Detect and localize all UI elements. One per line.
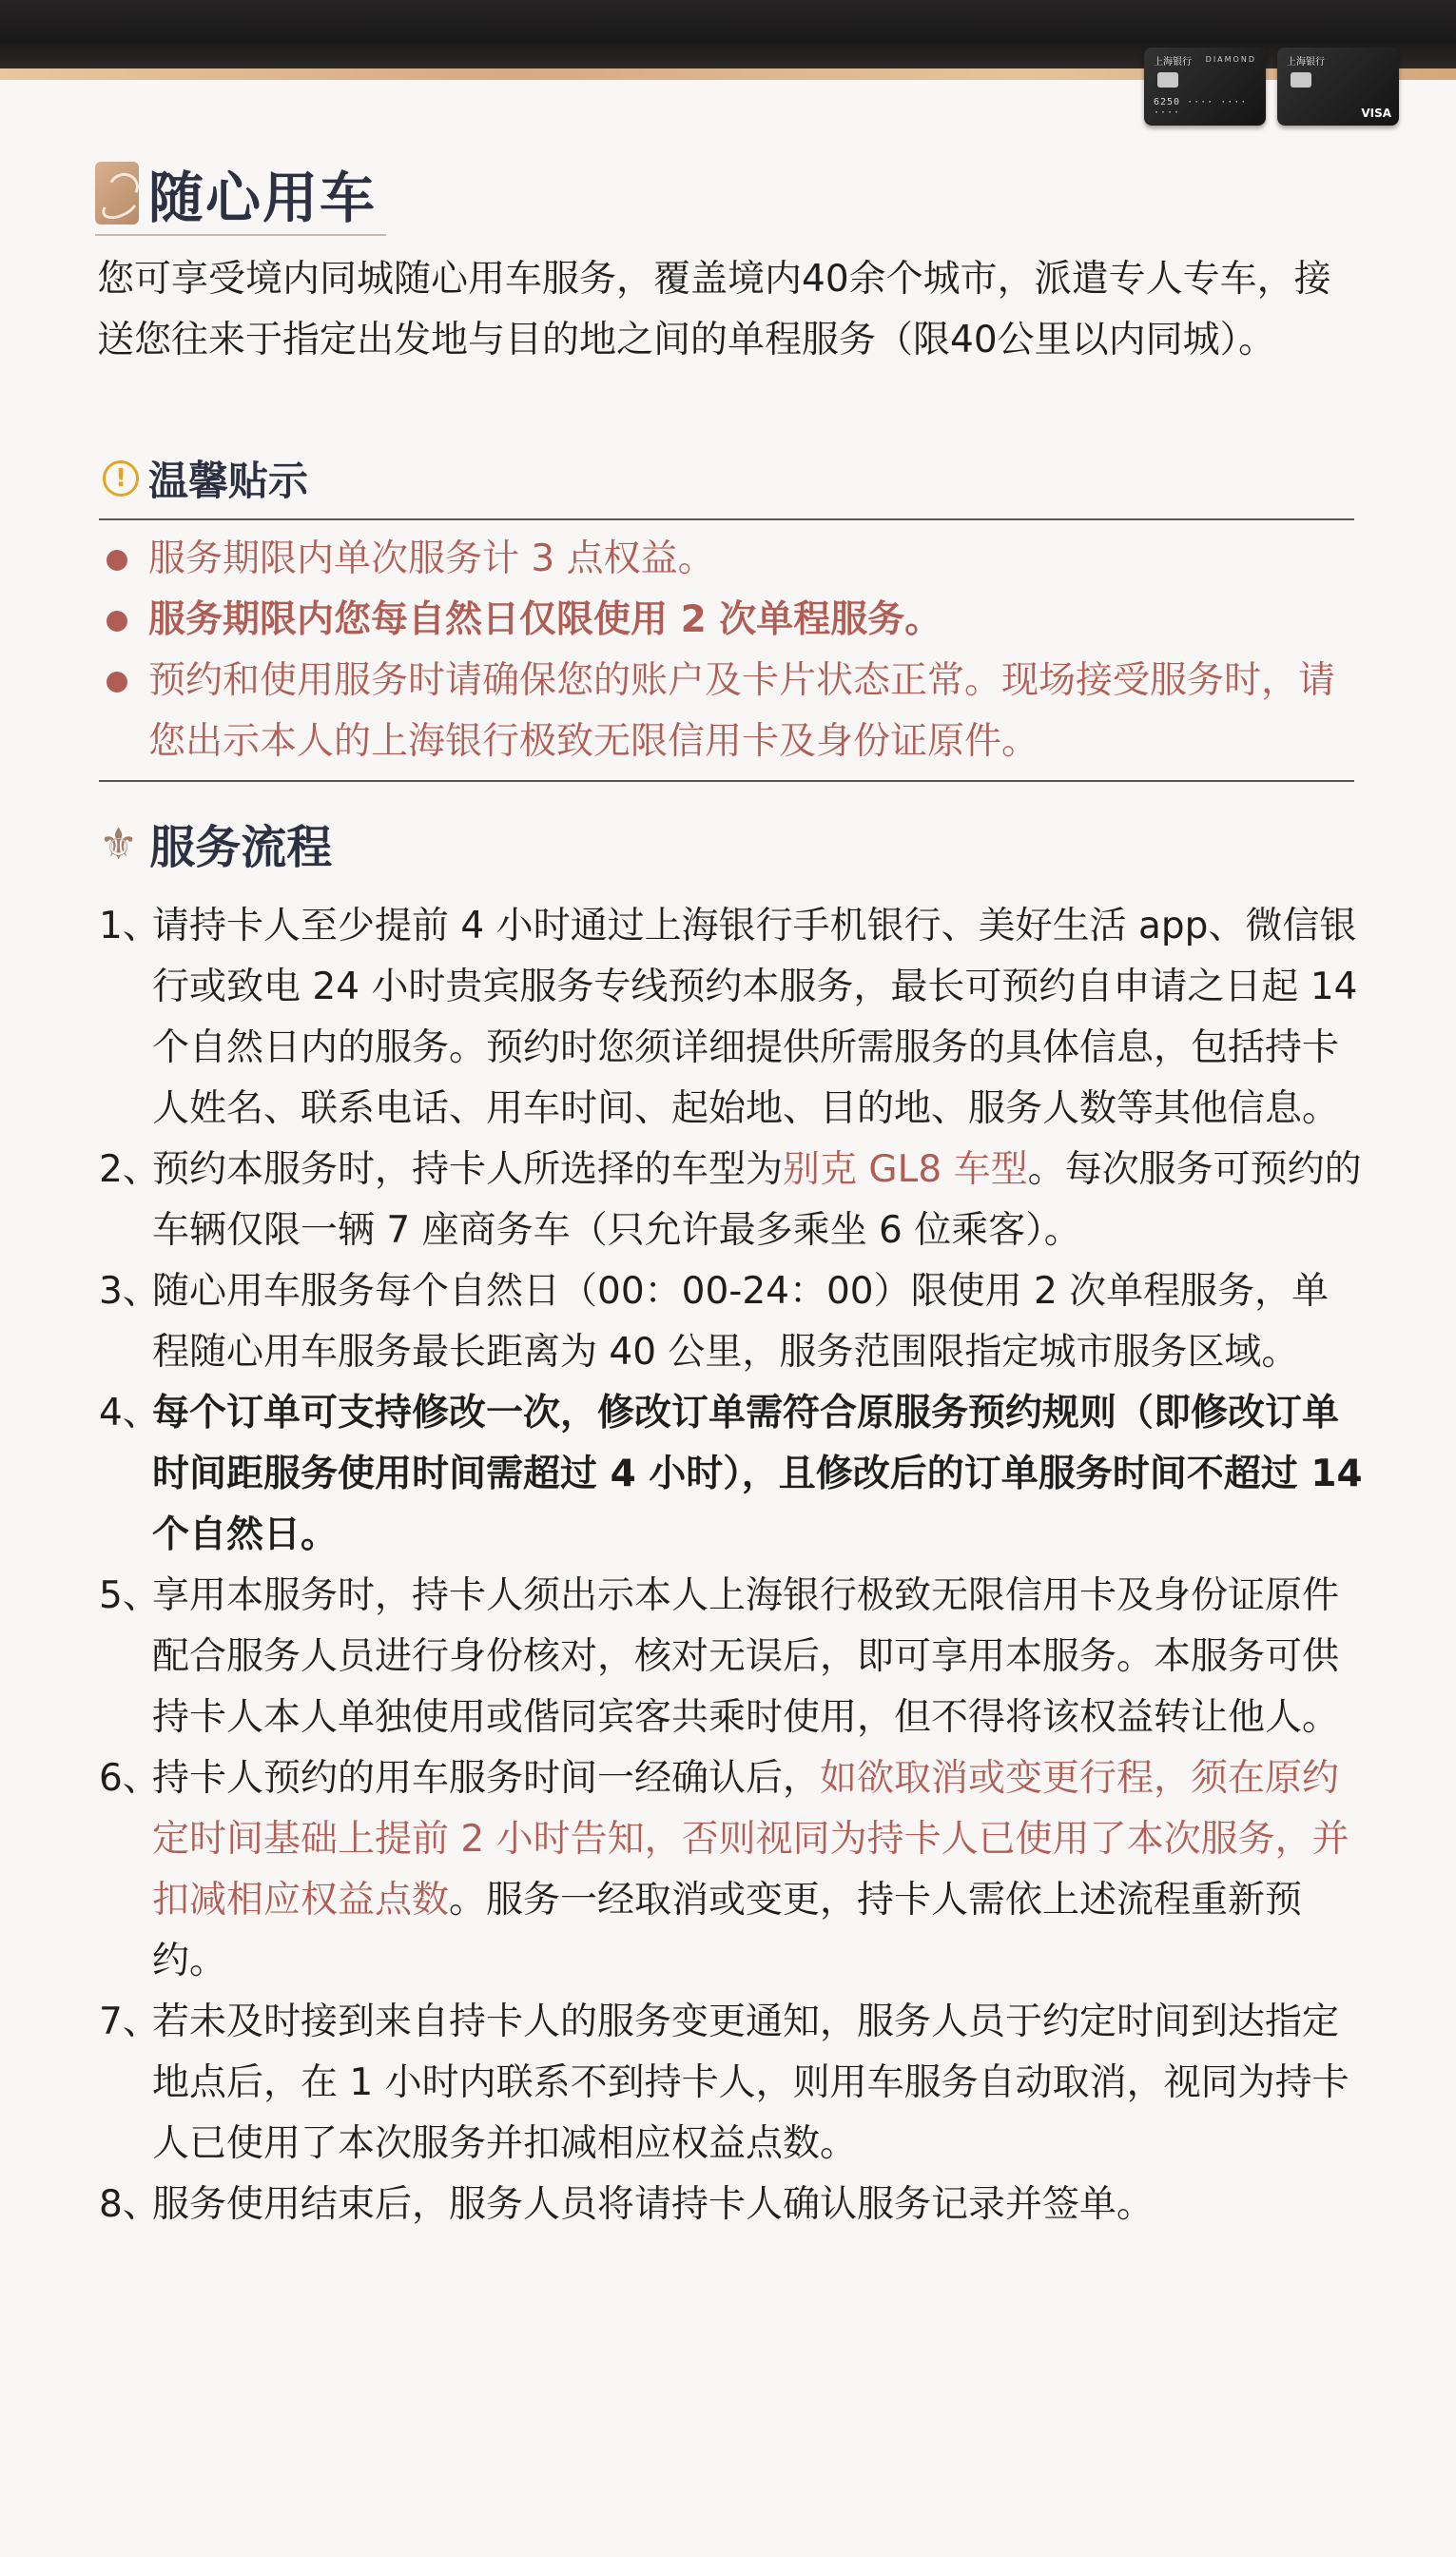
page-title: 随心用车: [148, 166, 378, 230]
tip-item: 服务期限内单次服务计 3 点权益。: [103, 529, 1358, 590]
visa-logo: VISA: [1361, 107, 1391, 120]
step-number: 2、: [99, 1148, 160, 1191]
card-chip-icon: [1157, 72, 1178, 88]
step-number: 3、: [99, 1270, 160, 1313]
intro-paragraph: 您可享受境内同城随心用车服务，覆盖境内40余个城市，派遣专人专车，接送您往来于指定出发地与目的地之间的单程服务（限40公里以内同城）。: [97, 258, 1331, 361]
step-item: 5、 享用本服务时，持卡人须出示本人上海银行极致无限信用卡及身份证原件配合服务人员进行身份核对，核对无误后，即可享用本服务。本服务可供持卡人本人单独使用或偕同宾客共乘时使用，但不得将该权益转让他人。: [99, 1566, 1364, 1748]
step-item: 7、 若未及时接到来自持卡人的服务变更通知，服务人员于约定时间到达指定地点后，在 1 小时内联系不到持卡人，则用车服务自动取消，视同为持卡人已使用了本次服务并扣减相应权益点数。: [99, 1992, 1364, 2175]
process-title: 服务流程: [149, 821, 333, 874]
step-item: 8、 服务使用结束后，服务人员将请持卡人确认服务记录并签单。: [99, 2175, 1364, 2235]
tip-item: 预约和使用服务时请确保您的账户及卡片状态正常。现场接受服务时，请您出示本人的上海银行极致无限信用卡及身份证原件。: [103, 651, 1358, 772]
divider: [99, 780, 1354, 782]
exclamation-icon: !: [103, 460, 139, 497]
card-brand: 上海银行: [1154, 57, 1192, 68]
card-brand: 上海银行: [1287, 57, 1325, 68]
card-number: 6250 ···· ···· ····: [1154, 97, 1248, 118]
tips-header: [103, 450, 308, 507]
step-number: 5、: [99, 1574, 160, 1617]
bullet-icon: [107, 550, 127, 571]
step-number: 7、: [99, 2001, 160, 2043]
step-number: 4、: [99, 1392, 160, 1435]
step-number: 1、: [99, 905, 160, 947]
credit-card-visa: [1277, 48, 1399, 126]
tips-list: [103, 529, 1358, 772]
process-steps: [99, 896, 1364, 2235]
card-tag: DIAMOND: [1205, 55, 1256, 64]
bullet-icon: [107, 611, 127, 632]
car-service-icon: [95, 162, 139, 224]
step-item: 2、 预约本服务时，持卡人所选择的车型为别克 GL8 车型。每次服务可预约的车辆仅限一辆 7 座商务车（只允许最多乘坐 6 位乘客）。: [99, 1140, 1364, 1261]
divider: [99, 518, 1354, 520]
bullet-icon: [107, 672, 127, 693]
step-item: 6、 持卡人预约的用车服务时间一经确认后，如欲取消或变更行程，须在原约定时间基础上提前 2 小时告知，否则视同为持卡人已使用了本次服务，并扣减相应权益点数。服务一经取消或变更，持卡人需依上述流程重新预约。: [99, 1748, 1364, 1992]
process-header: [99, 810, 332, 876]
section-title: [95, 152, 386, 236]
card-chip-icon: [1291, 72, 1311, 88]
tips-title: 温馨贴示: [148, 458, 309, 504]
step-number: 8、: [99, 2183, 160, 2226]
step-item: 1、 请持卡人至少提前 4 小时通过上海银行手机银行、美好生活 app、微信银行或致电 24 小时贵宾服务专线预约本服务，最长可预约自申请之日起 14 个自然日内的服务。预约时您须详细提供所需服务的具体信息，包括持卡人姓名、联系电话、用车时间、起始地、目的地、服务人数等其他信息。: [99, 896, 1364, 1140]
tip-item: 服务期限内您每自然日仅限使用 2 次单程服务。: [103, 590, 1358, 651]
step-number: 6、: [99, 1757, 160, 1800]
fleur-de-lis-icon: ⚜: [99, 817, 139, 869]
step-item: 3、 随心用车服务每个自然日（00：00-24：00）限使用 2 次单程服务，单程随心用车服务最长距离为 40 公里，服务范围限指定城市服务区域。: [99, 1261, 1364, 1383]
step-item: 4、 每个订单可支持修改一次，修改订单需符合原服务预约规则（即修改订单时间距服务使用时间需超过 4 小时），且修改后的订单服务时间不超过 14 个自然日。: [99, 1383, 1364, 1566]
credit-card-diamond: [1144, 48, 1266, 126]
